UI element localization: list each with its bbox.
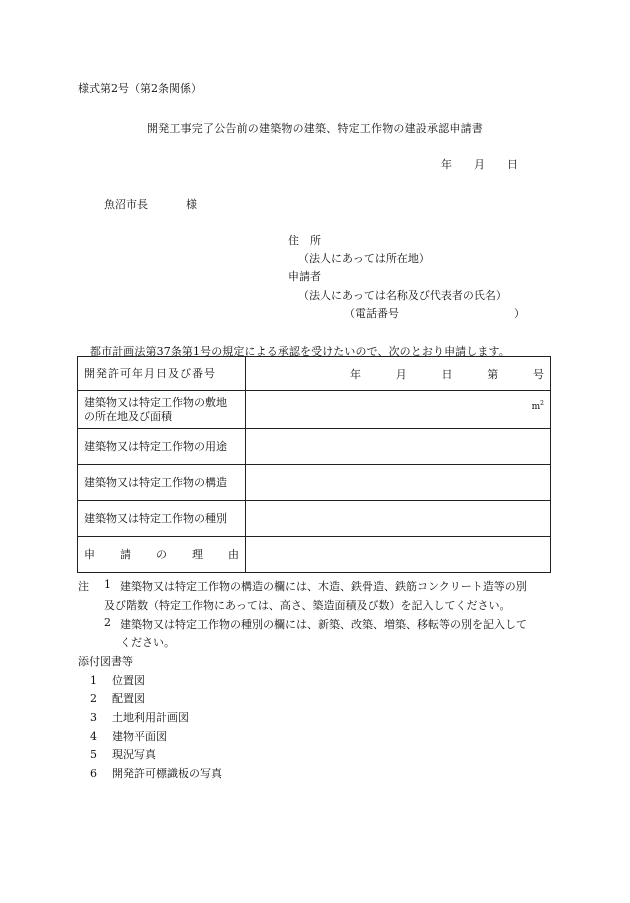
form-id: 様式第2号（第2条関係） xyxy=(78,82,202,95)
reason-char: の xyxy=(156,547,167,561)
reason-field[interactable] xyxy=(246,537,551,573)
type-field[interactable] xyxy=(246,501,551,537)
document-title: 開発工事完了公告前の建築物の建築、特定工作物の建設承認申請書 xyxy=(147,122,483,135)
attachment-text: 位置図 xyxy=(112,674,145,687)
structure-field[interactable] xyxy=(246,465,551,501)
reason-char: 請 xyxy=(120,547,131,561)
reason-label xyxy=(78,537,246,573)
table-row xyxy=(78,391,551,429)
attachment-item xyxy=(90,690,145,706)
attachment-text: 開発許可標識板の写真 xyxy=(112,767,222,780)
phone-close: ） xyxy=(514,307,525,320)
phone-open: （電話番号 xyxy=(344,307,399,320)
site-location-field[interactable] xyxy=(246,391,551,429)
addressee xyxy=(104,196,197,212)
permit-dai: 第 xyxy=(487,367,499,381)
attachment-num: 3 xyxy=(90,711,97,724)
date-day: 日 xyxy=(507,158,518,171)
use-field[interactable] xyxy=(246,429,551,465)
intro-text: 都市計画法第37条第1号の規定による承認を受けたいので、次のとおり申請します。 xyxy=(90,345,510,358)
site-location-label xyxy=(78,391,246,429)
reason-char: 由 xyxy=(228,547,239,561)
attachment-item xyxy=(90,672,145,688)
table-row xyxy=(78,357,551,391)
area-unit-sup: 2 xyxy=(540,399,544,407)
reason-char: 理 xyxy=(192,547,203,561)
attachment-text: 建物平面図 xyxy=(112,730,167,743)
site-location-label-line1: 建築物又は特定工作物の敷地 xyxy=(84,395,227,409)
attachment-num: 6 xyxy=(90,767,97,780)
attachment-num: 4 xyxy=(90,730,97,743)
area-unit-base: m xyxy=(531,401,541,412)
note-1-line1: 建築物又は特定工作物の構造の欄には、木造、鉄骨造、鉄筋コンクリート造等の別 xyxy=(120,580,527,593)
note-2-line2: ください。 xyxy=(120,636,175,649)
attachment-item xyxy=(90,728,167,744)
permit-date-parts xyxy=(252,366,544,382)
date-month: 月 xyxy=(474,158,485,171)
reason-label-text xyxy=(84,548,239,562)
table-row xyxy=(78,429,551,465)
use-label: 建築物又は特定工作物の用途 xyxy=(78,429,246,465)
note-1-line2: 及び階数（特定工作物にあっては、高さ、築造面積及び数）を記入してください。 xyxy=(104,599,511,612)
note-2-line1: 建築物又は特定工作物の種別の欄には、新築、改築、増築、移転等の別を記入して xyxy=(120,618,527,631)
attachment-item xyxy=(90,709,189,725)
table-row xyxy=(78,465,551,501)
applicant-label: 申請者 xyxy=(288,270,321,283)
permit-day: 日 xyxy=(441,367,453,381)
attachment-item xyxy=(90,765,222,781)
permit-date-field[interactable] xyxy=(246,357,551,391)
site-location-label-line2: の所在地及び面積 xyxy=(84,409,172,423)
address-label: 住 所 xyxy=(288,234,321,247)
attachment-text: 配置図 xyxy=(112,692,145,705)
attachment-num: 1 xyxy=(90,674,97,687)
permit-date-label xyxy=(78,357,246,391)
addressee-honorific: 様 xyxy=(186,198,197,211)
attachment-text: 土地利用計画図 xyxy=(112,711,189,724)
attachment-text: 現況写真 xyxy=(112,748,156,761)
applicant-note: （法人にあっては名称及び代表者の氏名） xyxy=(298,289,507,302)
table-row xyxy=(78,537,551,573)
structure-label: 建築物又は特定工作物の構造 xyxy=(78,465,246,501)
note-prefix: 注 xyxy=(78,580,89,593)
address-note: （法人にあっては所在地） xyxy=(298,252,430,265)
permit-go: 号 xyxy=(533,367,544,381)
application-table xyxy=(77,356,551,573)
type-label: 建築物又は特定工作物の種別 xyxy=(78,501,246,537)
note-2-num: 2 xyxy=(104,616,111,629)
permit-date-label-text: 開発許可年月日及び番号 xyxy=(84,366,216,380)
table-row xyxy=(78,501,551,537)
attachment-item xyxy=(90,746,156,762)
attachment-num: 5 xyxy=(90,748,97,761)
date-year: 年 xyxy=(441,158,452,171)
date-line xyxy=(441,156,518,172)
reason-char: 申 xyxy=(84,547,95,561)
addressee-name: 魚沼市長 xyxy=(104,198,148,211)
permit-year: 年 xyxy=(350,367,361,381)
area-unit xyxy=(252,400,544,412)
attachments-label: 添付図書等 xyxy=(78,655,133,668)
note-1-num: 1 xyxy=(104,578,111,591)
permit-month: 月 xyxy=(395,367,407,381)
attachment-num: 2 xyxy=(90,692,97,705)
